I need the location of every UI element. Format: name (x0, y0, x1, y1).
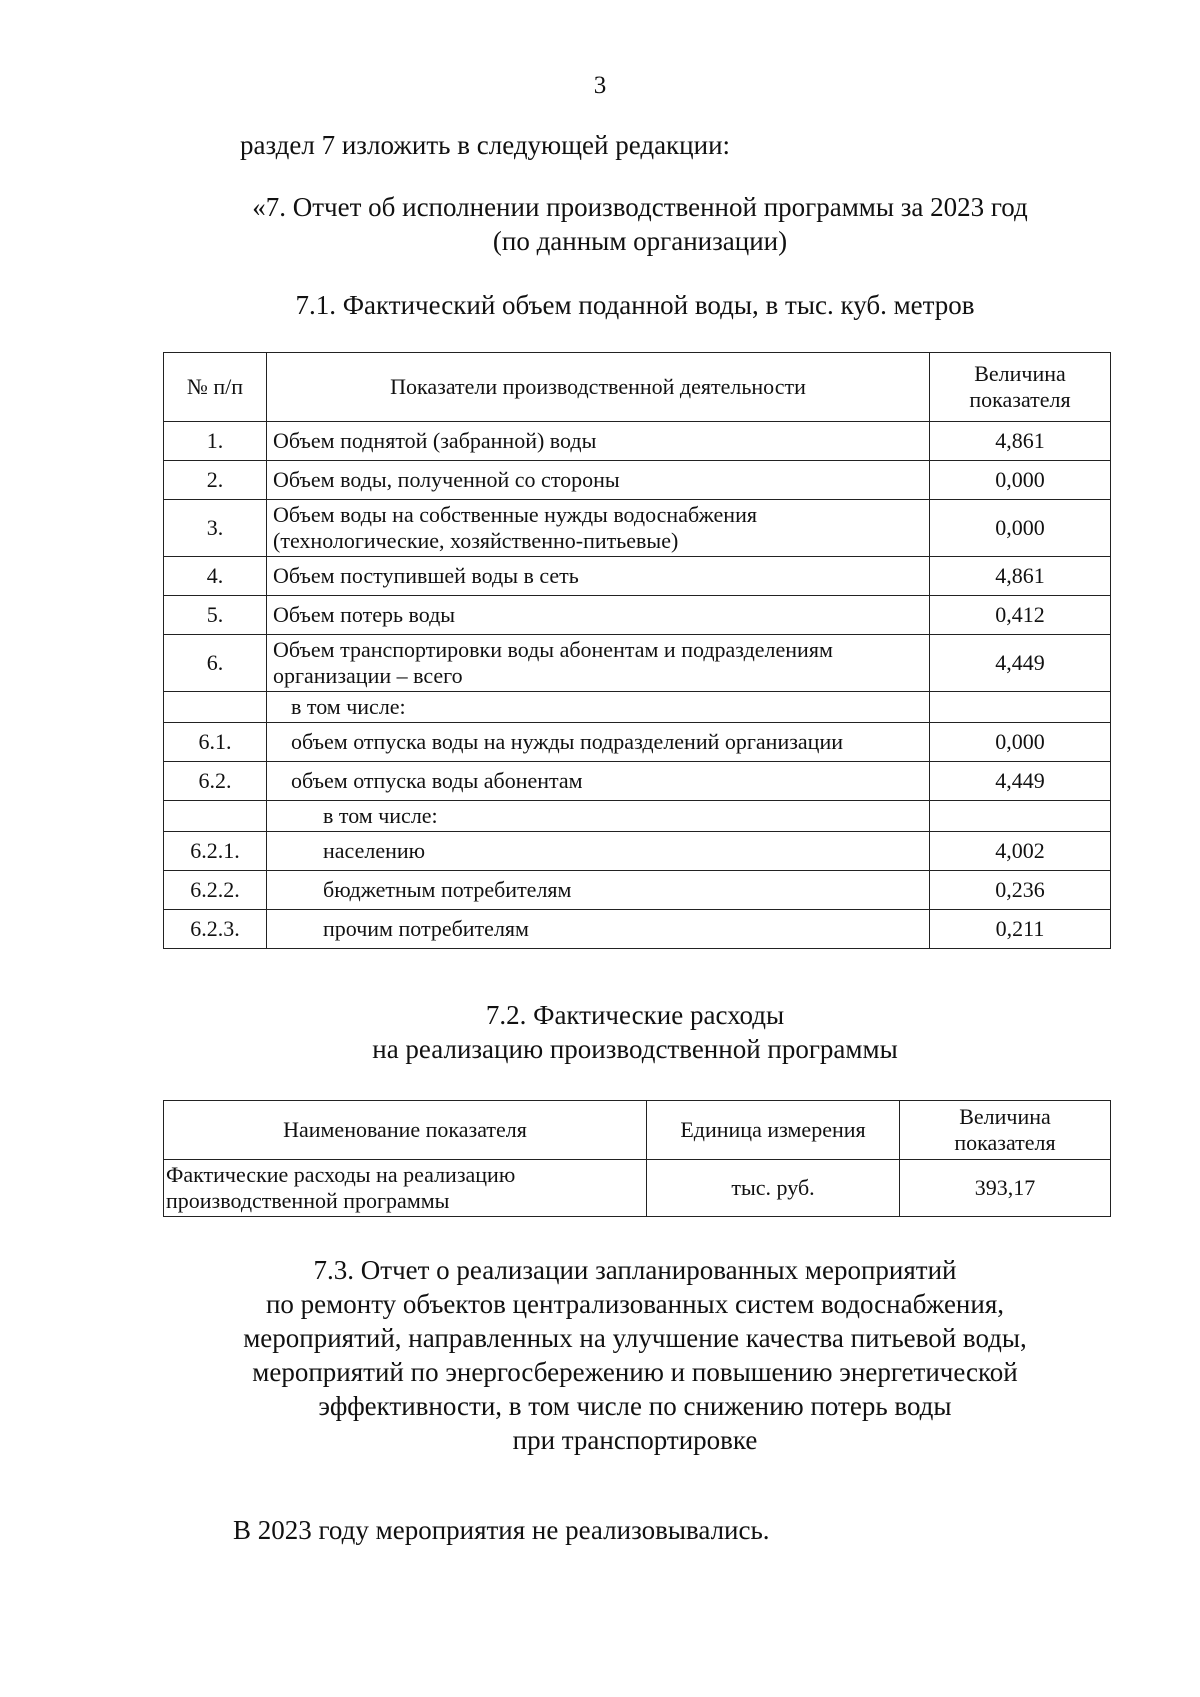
row-value: 393,17 (900, 1160, 1111, 1217)
row-name: населению (267, 832, 930, 871)
table-row (164, 762, 1111, 801)
row-name: Объем воды на собственные нужды водоснабжения (технологические, хозяйственно-питьевые) (267, 500, 930, 557)
row-unit: тыс. руб. (647, 1160, 900, 1217)
title-line: по ремонту объектов централизованных систем водоснабжения, (265, 1289, 1005, 1319)
row-number: 1. (164, 422, 267, 461)
table-row (164, 723, 1111, 762)
section-7-title (200, 190, 1080, 258)
title-line: «7. Отчет об исполнении производственной программы за 2023 год (252, 192, 1028, 222)
section-7-2-title (0, 998, 1200, 1066)
row-number: 6.2.3. (164, 910, 267, 949)
table-row (164, 832, 1111, 871)
title-line: (по данным организации) (492, 226, 788, 256)
table-row (164, 461, 1111, 500)
title-line: эффективности, в том числе по снижению потерь воды (318, 1391, 952, 1421)
title-line: 7.2. Фактические расходы (485, 1000, 785, 1030)
table-row (164, 557, 1111, 596)
section-7-3-title (0, 1253, 1200, 1457)
row-number: 6.1. (164, 723, 267, 762)
row-name: объем отпуска воды на нужды подразделений организации (267, 723, 930, 762)
row-number: 4. (164, 557, 267, 596)
intro-text: раздел 7 изложить в следующей редакции: (240, 130, 731, 160)
title-line: мероприятий, направленных на улучшение качества питьевой воды, (243, 1323, 1027, 1353)
row-value: 0,236 (930, 871, 1111, 910)
table-header-row (164, 353, 1111, 422)
row-value: 4,449 (930, 635, 1111, 692)
header-value: Величина показателя (930, 353, 1111, 422)
row-value (930, 801, 1111, 832)
header-value: Величина показателя (900, 1101, 1111, 1160)
row-name: Фактические расходы на реализацию производственной программы (164, 1160, 647, 1217)
row-value: 0,000 (930, 461, 1111, 500)
header-unit: Единица измерения (647, 1101, 900, 1160)
row-value: 4,449 (930, 762, 1111, 801)
row-value: 4,002 (930, 832, 1111, 871)
page-number: 3 (593, 72, 607, 99)
row-number: 6.2.1. (164, 832, 267, 871)
table-row (164, 692, 1111, 723)
title-line: на реализацию производственной программы (372, 1034, 898, 1064)
row-value: 0,000 (930, 500, 1111, 557)
expenses-table (163, 1100, 1111, 1217)
final-statement: В 2023 году мероприятия не реализовывались. (233, 1515, 770, 1545)
row-name: Объем поднятой (забранной) воды (267, 422, 930, 461)
row-number: 6. (164, 635, 267, 692)
row-name: в том числе: (267, 692, 930, 723)
table-row (164, 500, 1111, 557)
row-name: в том числе: (267, 801, 930, 832)
row-number: 6.2. (164, 762, 267, 801)
row-number: 3. (164, 500, 267, 557)
row-number: 2. (164, 461, 267, 500)
row-name: прочим потребителям (267, 910, 930, 949)
table-row (164, 1160, 1111, 1217)
row-value: 0,412 (930, 596, 1111, 635)
row-name: Объем воды, полученной со стороны (267, 461, 930, 500)
row-name: Объем поступившей воды в сеть (267, 557, 930, 596)
table-row (164, 801, 1111, 832)
row-number: 6.2.2. (164, 871, 267, 910)
title-line: при транспортировке (512, 1425, 758, 1455)
row-number (164, 801, 267, 832)
row-value: 4,861 (930, 422, 1111, 461)
table-row (164, 910, 1111, 949)
row-value: 0,000 (930, 723, 1111, 762)
table-row (164, 871, 1111, 910)
row-name: Объем транспортировки воды абонентам и подразделениям организации – всего (267, 635, 930, 692)
row-name: Объем потерь воды (267, 596, 930, 635)
row-number (164, 692, 267, 723)
table-row (164, 635, 1111, 692)
table-row (164, 596, 1111, 635)
section-7-1-title: 7.1. Фактический объем поданной воды, в тыс. куб. метров (295, 290, 975, 320)
row-name: бюджетным потребителям (267, 871, 930, 910)
water-volume-table (163, 352, 1111, 949)
table-row (164, 422, 1111, 461)
title-line: мероприятий по энергосбережению и повышению энергетической (252, 1357, 1018, 1387)
header-number: № п/п (164, 353, 267, 422)
title-line: 7.3. Отчет о реализации запланированных мероприятий (313, 1255, 957, 1285)
table-header-row (164, 1101, 1111, 1160)
header-indicator: Показатели производственной деятельности (267, 353, 930, 422)
row-name: объем отпуска воды абонентам (267, 762, 930, 801)
row-value: 0,211 (930, 910, 1111, 949)
row-value: 4,861 (930, 557, 1111, 596)
row-number: 5. (164, 596, 267, 635)
header-indicator-name: Наименование показателя (164, 1101, 647, 1160)
row-value (930, 692, 1111, 723)
